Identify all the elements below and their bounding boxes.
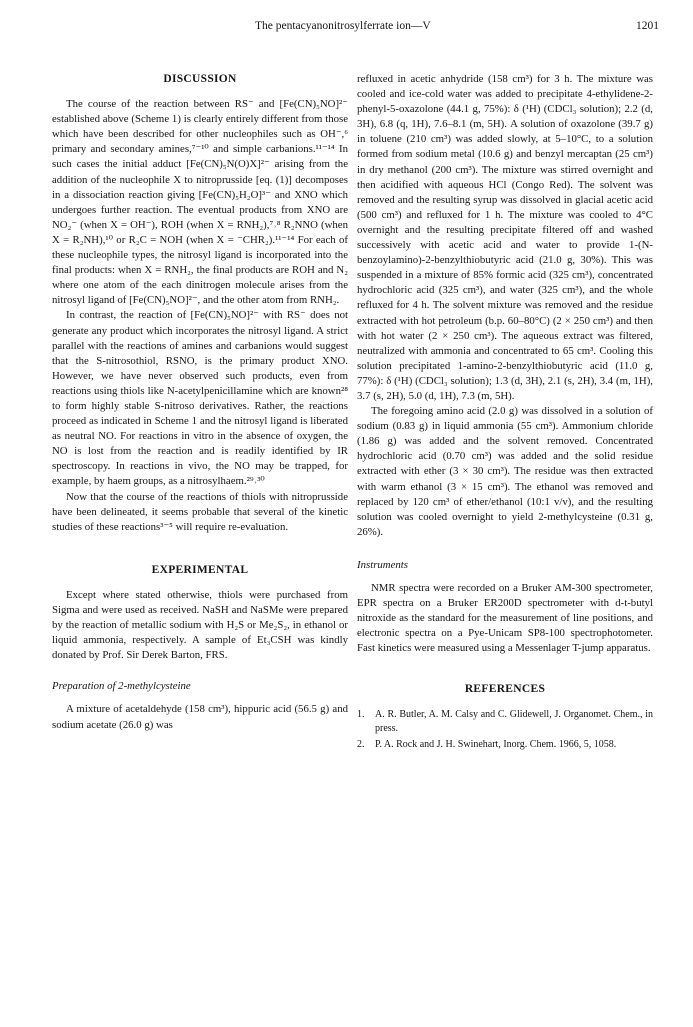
instruments-paragraph: NMR spectra were recorded on a Bruker AM-300 spectrometer, EPR spectra on a Bruker ER200D spectrometer with d-t-butyl nitroxide as the standard for the measurement of line positions, and electronic spectra on a Pye-Unicam SP8-100 spectrophotometer. Fast kinetics were measured using a Messenlager T-jump apparatus. [357, 582, 653, 655]
reference-item [357, 738, 653, 752]
references-heading: REFERENCES [464, 683, 546, 696]
experimental-heading: EXPERIMENTAL [151, 563, 249, 576]
preparation-paragraph-2: The foregoing amino acid (2.0 g) was dissolved in a solution of sodium (0.83 g) in liquid ammonia (55 cm³). Ammonium chloride (1.86 g) was added and the solvent removed. Concentrated hydrochloric acid (0.70 cm³) was added and the solid residue extracted with ether (3 × 30 cm³). The residue was then extracted with warm ethanol (3 × 15 cm³). The ethanol was removed and replaced by 120 cm³ of ether/ethanol (10:1 v/v), and the resulting solution was cooled overnight to yield 2-methylcysteine (0.31 g, 26%). [357, 405, 653, 538]
reference-text: A. R. Butler, A. M. Calsy and C. Glidewell, J. Organomet. Chem., in press. [375, 708, 653, 734]
preparation-paragraph-1: A mixture of acetaldehyde (158 cm³), hippuric acid (56.5 g) and sodium acetate (26.0 g) was [52, 703, 348, 731]
experimental-paragraph-1: Except where stated otherwise, thiols were purchased from Sigma and were used as received. NaSH and NaSMe were prepared by the reaction of metallic sodium with H₂S or Me₂S₂, in ethanol or liquid ammonia, respectively. A sample of Et₃CSH was kindly donated by Prof. Sir Derek Barton, FRS. [52, 588, 348, 662]
reference-number: 1. [357, 708, 365, 720]
right-column [357, 72, 653, 754]
instruments-subheading: Instruments [357, 558, 408, 571]
reference-number: 2. [357, 738, 365, 750]
discussion-paragraph-1: The course of the reaction between RS⁻ and [Fe(CN)₅NO]²⁻ established above (Scheme 1) is clearly entirely different from those which have been described for other nucleophiles such as OH⁻,⁶ primary and secondary amines,⁷⁻¹⁰ and simple carbanions.¹¹⁻¹⁴ In such cases the initial adduct [Fe(CN)₅N(O)X]²⁻ arising from the addition of the nucleophile X to nitroprusside [eq. (1)] decomposes in a dissociation reaction giving [Fe(CN)₅H₂O]³⁻ and XNO which undergoes further reaction. The eventual products from XNO are NO₂⁻ (when X = OH⁻), ROH (when X = RNH₂),⁷˒⁸ R₂NNO (when X = R₂NH),¹⁰ or R₂C = NOH (when X = ⁻CHR₂).¹¹⁻¹⁴ For each of these nucleophile types, the nitrosyl ligand is incorporated into the final products: when X = RNH₂, the final products are ROH and N₂ where one atom of the each dinitrogen molecule arises from the nitrosyl ligand of [Fe(CN)₅NO]²⁻, and the other atom from RNH₂. [52, 98, 348, 307]
running-title: The pentacyanonitrosylferrate ion—V [255, 20, 431, 32]
discussion-heading: DISCUSSION [163, 73, 237, 85]
reference-item [357, 708, 653, 736]
left-column [52, 72, 348, 733]
preparation-paragraph-1-continued: refluxed in acetic anhydride (158 cm³) for 3 h. The mixture was cooled and ice-cold water was added to precipitate 4-ethylidene-2-phenyl-5-oxazolone (44.1 g, 75%): δ (¹H) (CDCl₃ solution); 2.2 (d, 3H), 6.8 (q, 1H), 7.6–8.1 (m, 5H). A solution of oxazolone (39.7 g) in toluene (210 cm³) was added slowly, at 5–10°C, to a solution formed from sodium metal (10.6 g) and benzyl mercaptan (25 cm³) in dry methanol (200 cm³). The mixture was stirred overnight and then acidified with aqueous HCl (Congo Red). The solvent was removed and the resulting syrup was dissolved in glacial acetic acid (500 cm³) and refluxed for 1 h. The mixture was cooled to 4°C overnight and the resulting precipitate filtered off and washed successively with acetic acid and water to provide 1-(N-benzoylamino)-2-benzylthiobutyric acid (21.0 g, 30%). This was suspended in a mixture of 85% formic acid (325 cm³), concentrated hydrochloric acid (325 cm³), and water (325 cm³), and the whole refluxed for 4 h. The solvent mixture was removed and the residue extracted with hot petroleum (b.p. 60–80°C) (2 × 250 cm³) and then with hot water (2 × 250 cm³). The aqueous extract was filtered, neutralized with ammonia and concentrated to 65 cm³. Cooling this solution precipitated 1-amino-2-benzylthiobutyric acid (11.0 g, 77%): δ (¹H) (CDCl₃ solution); 1.3 (d, 3H), 2.1 (s, 2H), 3.4 (m, 1H), 3.7 (s, 2H), 5.0 (d, 1H), 7.3 (m, 5H). [357, 73, 653, 402]
preparation-subheading: Preparation of 2-methylcysteine [52, 680, 191, 693]
discussion-paragraph-2: In contrast, the reaction of [Fe(CN)₅NO]²⁻ with RS⁻ does not generate any product which incorporates the nitrosyl ligand. A strict parallel with the reactions of amines and carbanions would suggest that the S-nitrosothiol, RSNO, is the primary product XNO. However, we have never observed such products, even from reactions using thiols like N-acetylpenicillamine which are known²⁸ to form highly stable S-nitroso derivatives. Rather, the reactions proceed as indicated in Scheme 1 and the nitrosyl ligand is liberated as neutral NO. For reactions in vitro in the absence of oxygen, the NO is lost from the reaction and is readily identified by IR spectroscopy. In reactions in vivo, the NO may be trapped, for example, by haem groups, as a nitrosylhaem.²⁹˒³⁰ [52, 309, 348, 488]
page-number: 1201 [636, 20, 659, 32]
reference-text: P. A. Rock and J. H. Swinehart, Inorg. Chem. 1966, 5, 1058. [375, 738, 617, 750]
discussion-paragraph-3: Now that the course of the reactions of thiols with nitroprusside have been delineated, it seems probable that several of the kinetic studies of these reactions³⁻⁵ will require re-evaluation. [52, 490, 348, 533]
references-list [357, 708, 653, 752]
page-header [0, 20, 693, 38]
